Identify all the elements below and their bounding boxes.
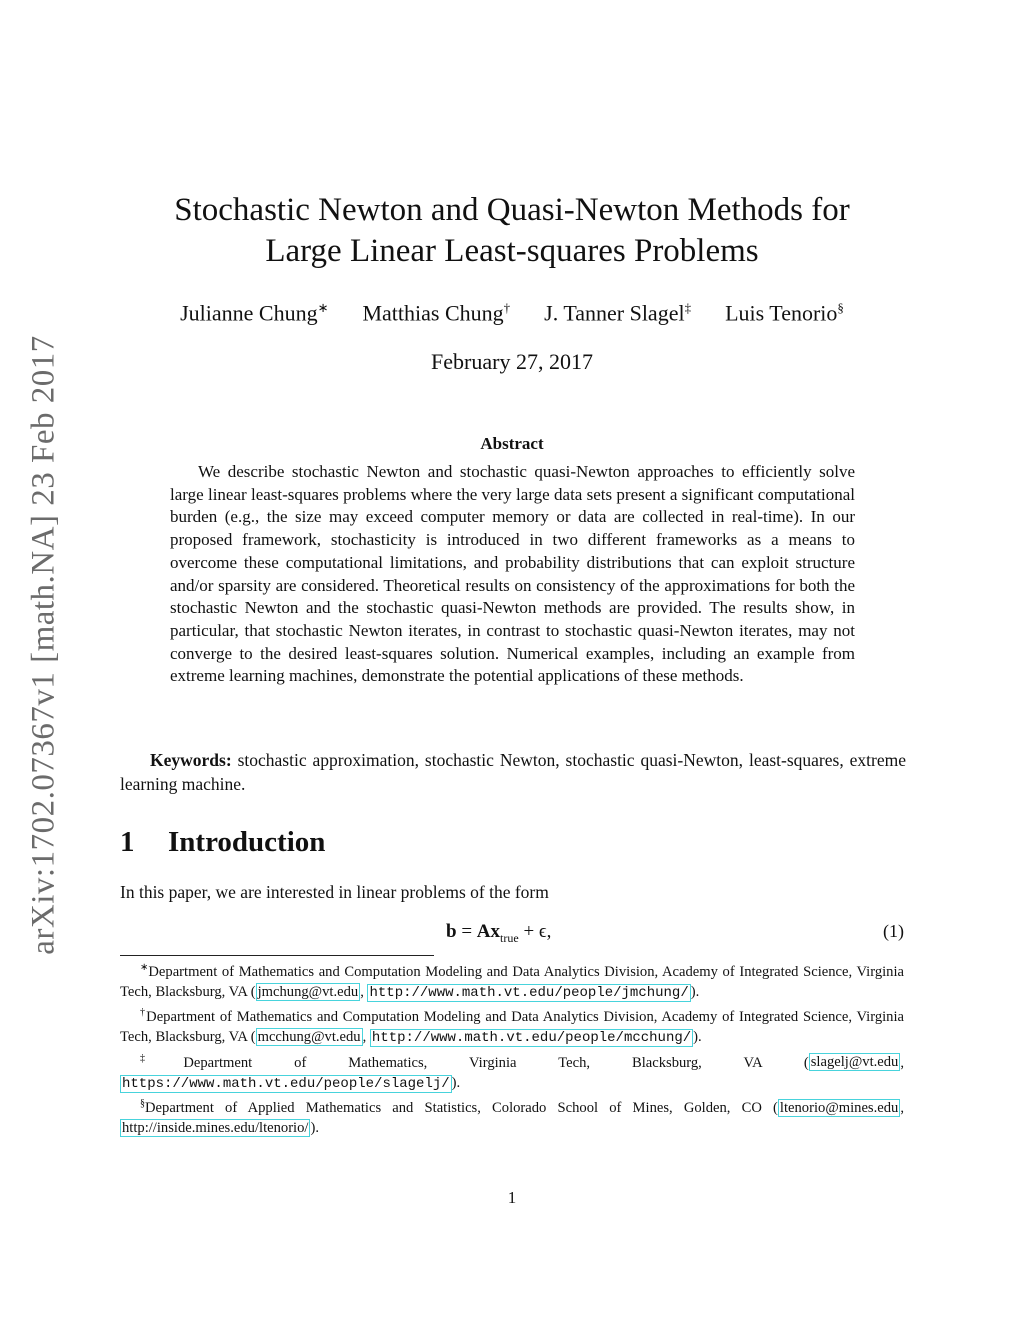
arxiv-stamp: arXiv:1702.07367v1 [math.NA] 23 Feb 2017 xyxy=(25,335,62,955)
footnote-text: Department of Mathematics, Virginia Tech, Blacksburg, VA ( xyxy=(183,1054,809,1071)
intro-paragraph: In this paper, we are interested in linear problems of the form xyxy=(120,882,549,902)
url-link[interactable]: http://www.math.vt.edu/people/jmchung/ xyxy=(369,985,689,1002)
title-line-1: Stochastic Newton and Quasi-Newton Methods for xyxy=(174,192,850,228)
footnote xyxy=(120,1094,904,1138)
footnote-sep: , xyxy=(900,1054,905,1071)
page-number: 1 xyxy=(507,1188,517,1207)
author xyxy=(725,300,844,326)
footnote-end: ). xyxy=(451,1074,461,1091)
footnote xyxy=(120,1049,904,1094)
email-link[interactable]: mcchung@vt.edu xyxy=(257,1029,361,1046)
title-line-2: Large Linear Least-squares Problems xyxy=(265,233,759,269)
section-heading xyxy=(120,826,325,859)
equation-rest: + ϵ, xyxy=(518,921,552,942)
footnotes xyxy=(120,958,904,1138)
footnote-rule xyxy=(120,955,434,956)
author-mark: § xyxy=(837,300,844,315)
equation-matrix: Ax xyxy=(476,921,501,942)
author-mark: † xyxy=(503,300,511,315)
author-name: Julianne Chung xyxy=(180,300,318,326)
abstract-text: We describe stochastic Newton and stochastic quasi-Newton approaches to efficiently solve large linear least-squares problems where the very large data sets present a significant computational burden (e.g., the size may exceed computer memory or data are collected in real-time). In our proposed framework, stochasticity is introduced in two different frameworks as a means to overcome these computational limitations, and probability distributions that can exploit structure and/or sparsity are considered. Theoretical results on consistency of the approximations for both the stochastic Newton and the stochastic quasi-Newton methods are provided. The results show, in particular, that stochastic Newton iterates, in contrast to stochastic quasi-Newton iterates, may not converge to the desired least-squares solution. Numerical examples, including an example from extreme learning machines, demonstrate the potential applications of these methods. xyxy=(170,462,855,686)
keywords-label: Keywords: xyxy=(150,750,232,770)
author-mark: ‡ xyxy=(684,300,692,315)
footnote-end: ). xyxy=(690,984,700,1001)
footnote-sep: , xyxy=(362,1029,370,1046)
paper-title xyxy=(120,190,904,272)
footnote-text: Department of Applied Mathematics and Statistics, Colorado School of Mines, Golden, CO ( xyxy=(145,1099,778,1116)
footnote-end: ). xyxy=(693,1029,702,1046)
footnote-text: Department of Mathematics and Computation Modeling and Data Analytics Division, Academy of Integrated Science, Virginia Tech, Blacksburg, VA ( xyxy=(120,1009,905,1046)
keywords-text: stochastic approximation, stochastic Newton, stochastic quasi-Newton, least-squares, extreme learning machine. xyxy=(120,750,906,794)
footnote-mark: ∗ xyxy=(140,962,149,973)
equation-lhs: b xyxy=(446,921,457,942)
section-number: 1 xyxy=(120,826,135,858)
footnote-mark: † xyxy=(140,1007,147,1019)
keywords xyxy=(120,748,906,796)
section-title: Introduction xyxy=(168,826,326,858)
footnote xyxy=(120,958,904,1003)
footnote-text: Department of Mathematics and Computation Modeling and Data Analytics Division, Academy of Integrated Science, Virginia Tech, Blacksburg, VA ( xyxy=(120,963,904,1001)
equation-subscript: true xyxy=(500,930,519,945)
equation-number: (1) xyxy=(883,921,904,941)
author xyxy=(362,300,510,326)
email-link[interactable]: ltenorio@mines.edu xyxy=(779,1099,899,1116)
footnote-mark: § xyxy=(140,1097,145,1109)
author xyxy=(544,300,691,326)
url-link[interactable]: http://inside.mines.edu/ltenorio/ xyxy=(122,1119,309,1136)
author-name: Luis Tenorio xyxy=(725,300,838,326)
author-name: Matthias Chung xyxy=(362,300,504,326)
author xyxy=(180,300,328,326)
email-link[interactable]: slagelj@vt.edu xyxy=(810,1054,899,1071)
abstract-heading: Abstract xyxy=(480,434,544,453)
equation-equals: = xyxy=(456,921,477,942)
footnote xyxy=(120,1003,904,1048)
equation xyxy=(446,921,551,946)
author-mark: ∗ xyxy=(317,300,329,315)
footnote-sep: , xyxy=(360,984,368,1001)
footnote-sep: , xyxy=(900,1099,904,1116)
footnote-mark: ‡ xyxy=(140,1052,184,1064)
footnote-end: ). xyxy=(310,1119,319,1136)
url-link[interactable]: https://www.math.vt.edu/people/slagelj/ xyxy=(122,1075,450,1092)
paper-date: February 27, 2017 xyxy=(431,349,593,374)
email-link[interactable]: jmchung@vt.edu xyxy=(257,984,359,1001)
author-name: J. Tanner Slagel xyxy=(544,300,685,326)
author-list xyxy=(120,300,904,326)
url-link[interactable]: http://www.math.vt.edu/people/mcchung/ xyxy=(371,1030,692,1047)
